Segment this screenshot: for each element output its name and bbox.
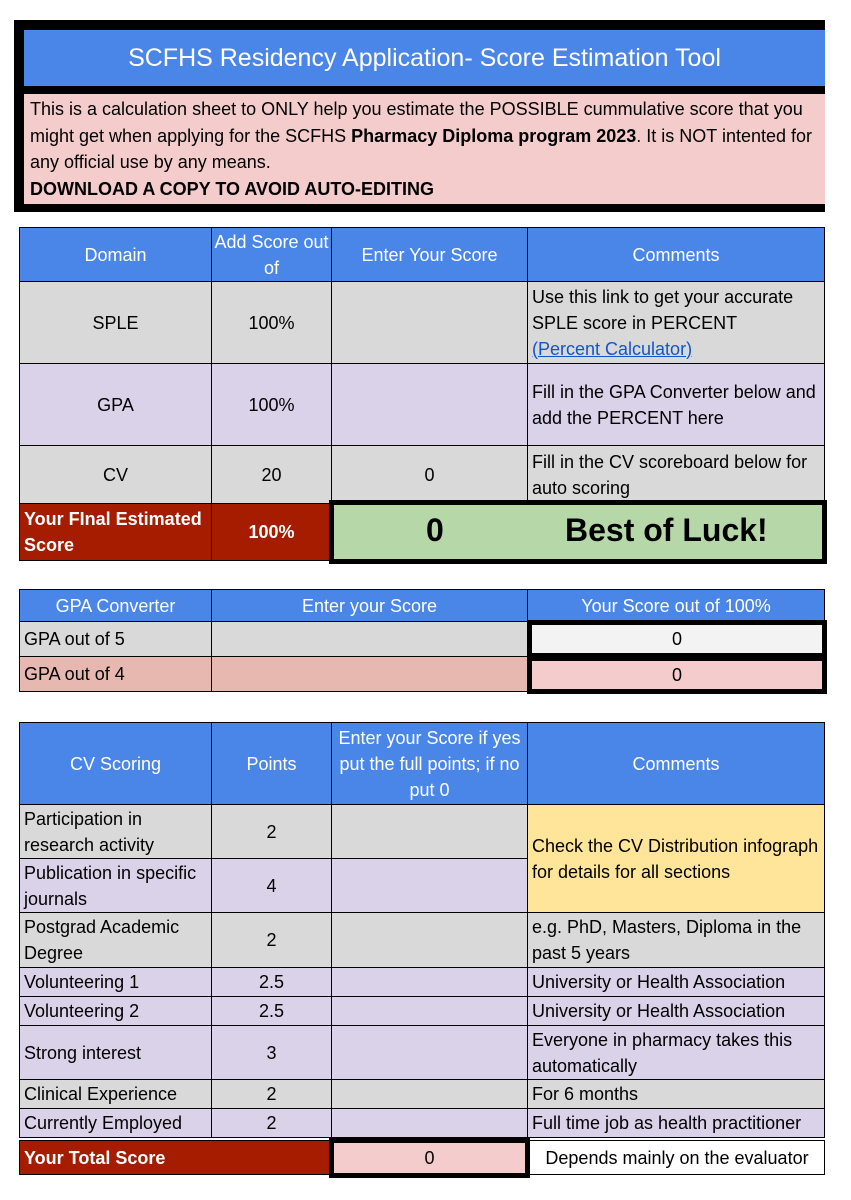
final-score-label: Your FInal Estimated Score [19, 503, 212, 561]
final-out-of: 100% [211, 503, 332, 561]
intro-program: Pharmacy Diploma program 2023 [351, 125, 637, 146]
cv-comment-postgrad: e.g. PhD, Masters, Diploma in the past 5 years [527, 912, 825, 968]
cv-points-clinical: 2 [211, 1079, 332, 1109]
cv-item-research: Participation in research activity [19, 804, 212, 859]
cv-header-points: Points [211, 722, 332, 805]
row-out-of-sple: 100% [211, 281, 332, 364]
cv-input-publication[interactable] [331, 858, 528, 913]
final-message: Best of Luck! [565, 512, 768, 548]
cv-item-volunteering-1: Volunteering 1 [19, 967, 212, 997]
cv-input-volunteering-2[interactable] [331, 996, 528, 1026]
cv-points-employed: 2 [211, 1108, 332, 1138]
cv-points-strong-interest: 3 [211, 1025, 332, 1080]
gpa4-result: 0 [527, 656, 827, 694]
cv-item-clinical: Clinical Experience [19, 1079, 212, 1109]
cv-points-publication: 4 [211, 858, 332, 913]
header-enter-score: Enter Your Score [331, 227, 528, 282]
cv-points-volunteering-1: 2.5 [211, 967, 332, 997]
cv-header-item: CV Scoring [19, 722, 212, 805]
header-out-of: Add Score out of [211, 227, 332, 282]
gpa5-input[interactable] [211, 621, 528, 657]
intro-text: This is a calculation sheet to ONLY help you estimate the POSSIBLE cummulative score that you might get when applying for the SCFHS [30, 99, 803, 146]
cv-item-strong-interest: Strong interest [19, 1025, 212, 1080]
cv-comment-clinical: For 6 months [527, 1079, 825, 1109]
cv-header-enter: Enter your Score if yes put the full points; if no put 0 [331, 722, 528, 805]
sple-score-input[interactable] [331, 281, 528, 364]
gpa-header-label: GPA Converter [19, 589, 212, 622]
row-out-of-cv: 20 [211, 445, 332, 504]
cv-points-research: 2 [211, 804, 332, 859]
cv-total-score: 0 [329, 1138, 530, 1178]
cv-input-clinical[interactable] [331, 1079, 528, 1109]
cv-input-research[interactable] [331, 804, 528, 859]
cv-total-label: Your Total Score [19, 1140, 331, 1175]
cv-input-employed[interactable] [331, 1108, 528, 1138]
gpa4-input[interactable] [211, 656, 528, 692]
cv-header-comments: Comments [527, 722, 825, 805]
final-score-value: 0 [426, 512, 444, 548]
cv-input-postgrad[interactable] [331, 912, 528, 968]
row-domain-sple: SPLE [19, 281, 212, 364]
row-comment-cv: Fill in the CV scoreboard below for auto scoring [527, 445, 825, 504]
final-score-box [329, 500, 827, 564]
cv-points-volunteering-2: 2.5 [211, 996, 332, 1026]
gpa4-label: GPA out of 4 [19, 656, 212, 692]
download-note: DOWNLOAD A COPY TO AVOID AUTO-EDITING [30, 178, 435, 199]
header-comments: Comments [527, 227, 825, 282]
cv-item-volunteering-2: Volunteering 2 [19, 996, 212, 1026]
gpa5-label: GPA out of 5 [19, 621, 212, 657]
intro-disclaimer: . It is NOT intented for any official use by any means. [30, 125, 813, 172]
intro-note [24, 94, 825, 204]
cv-item-postgrad: Postgrad Academic Degree [19, 912, 212, 968]
gpa-score-input[interactable] [331, 363, 528, 446]
cv-comment-employed: Full time job as health practitioner [527, 1108, 825, 1138]
row-comment-sple [527, 281, 825, 364]
cv-total-comment: Depends mainly on the evaluator [529, 1140, 825, 1175]
page-title: SCFHS Residency Application- Score Estimation Tool [24, 30, 825, 88]
cv-comment-strong-interest: Everyone in pharmacy takes this automatically [527, 1025, 825, 1080]
cv-merged-comment: Check the CV Distribution infograph for details for all sections [527, 804, 825, 913]
cv-item-publication: Publication in specific journals [19, 858, 212, 913]
percent-calculator-link[interactable]: (Percent Calculator) [532, 338, 693, 359]
cv-comment-volunteering-1: University or Health Association [527, 967, 825, 997]
cv-input-strong-interest[interactable] [331, 1025, 528, 1080]
sple-comment-text: Use this link to get your accurate SPLE score in PERCENT [532, 286, 794, 333]
cv-points-postgrad: 2 [211, 912, 332, 968]
gpa-header-enter: Enter your Score [211, 589, 528, 622]
header-domain: Domain [19, 227, 212, 282]
gpa-header-result: Your Score out of 100% [527, 589, 825, 622]
row-out-of-gpa: 100% [211, 363, 332, 446]
row-domain-gpa: GPA [19, 363, 212, 446]
row-domain-cv: CV [19, 445, 212, 504]
row-comment-gpa: Fill in the GPA Converter below and add the PERCENT here [527, 363, 825, 446]
gpa5-result: 0 [527, 620, 827, 658]
cv-score-value[interactable]: 0 [331, 445, 528, 504]
cv-input-volunteering-1[interactable] [331, 967, 528, 997]
cv-comment-volunteering-2: University or Health Association [527, 996, 825, 1026]
cv-item-employed: Currently Employed [19, 1108, 212, 1138]
